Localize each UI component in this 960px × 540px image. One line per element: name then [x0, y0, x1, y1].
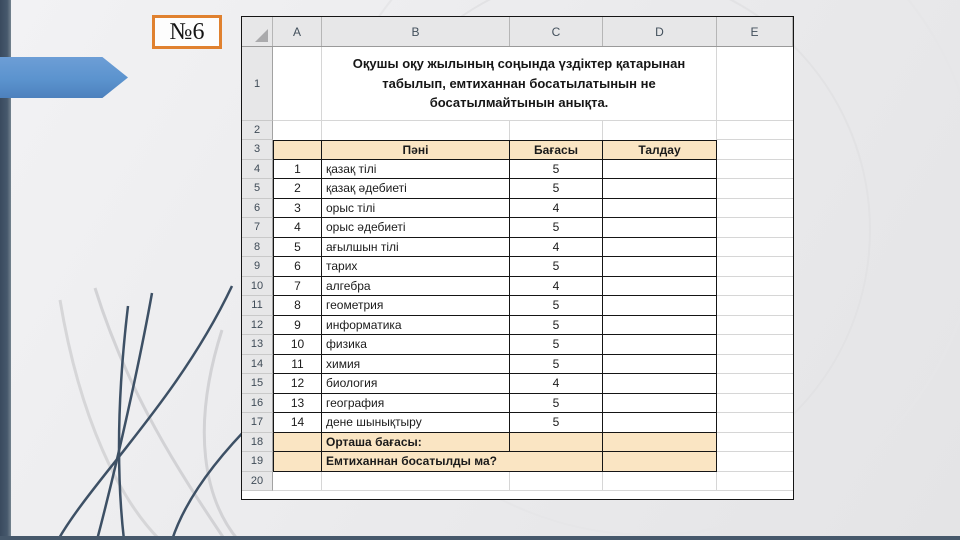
cell-subject-no[interactable]: 1 — [273, 160, 322, 180]
empty-cell[interactable] — [717, 140, 793, 160]
empty-cell[interactable] — [717, 374, 793, 394]
cell-grade[interactable]: 4 — [510, 238, 603, 258]
column-header-C[interactable]: C — [510, 17, 603, 46]
sheet-row — [242, 47, 793, 121]
cell-analysis[interactable] — [603, 374, 717, 394]
cell-grade[interactable]: 4 — [510, 374, 603, 394]
sheet-row — [242, 335, 793, 355]
row-number[interactable]: 8 — [242, 238, 273, 258]
sheet-row — [242, 179, 793, 199]
empty-cell[interactable] — [273, 452, 322, 472]
row-number[interactable]: 9 — [242, 257, 273, 277]
row-number[interactable]: 13 — [242, 335, 273, 355]
average-value-cell[interactable] — [510, 433, 603, 453]
cell-subject-no[interactable]: 7 — [273, 277, 322, 297]
cell-grade[interactable]: 5 — [510, 160, 603, 180]
sheet-row — [242, 472, 793, 492]
column-headers — [242, 17, 793, 47]
cell-subject-name[interactable]: дене шынықтыру — [322, 413, 510, 433]
sheet-row — [242, 140, 793, 160]
cell-analysis[interactable] — [603, 433, 717, 453]
sheet-row — [242, 257, 793, 277]
navy-swoosh-line — [97, 293, 152, 540]
row-number[interactable]: 12 — [242, 316, 273, 336]
header-grade-cell[interactable]: Бағасы — [510, 140, 603, 160]
cell-analysis[interactable] — [603, 355, 717, 375]
row-number[interactable]: 20 — [242, 472, 273, 492]
cell-grade[interactable]: 4 — [510, 199, 603, 219]
empty-cell[interactable] — [510, 472, 603, 492]
cell-analysis[interactable] — [603, 277, 717, 297]
column-header-E[interactable]: E — [717, 17, 793, 46]
header-subject-cell[interactable]: Пәні — [322, 140, 510, 160]
cell-subject-name[interactable]: орыс тілі — [322, 199, 510, 219]
cell-subject-name[interactable]: геометрия — [322, 296, 510, 316]
cell-analysis[interactable] — [603, 257, 717, 277]
column-header-A[interactable]: A — [273, 17, 322, 46]
empty-cell[interactable] — [717, 199, 793, 219]
empty-cell[interactable] — [717, 160, 793, 180]
empty-cell[interactable] — [273, 140, 322, 160]
column-header-B[interactable]: B — [322, 17, 510, 46]
cell-subject-name[interactable]: информатика — [322, 316, 510, 336]
empty-cell[interactable] — [717, 238, 793, 258]
cell-subject-no[interactable]: 3 — [273, 199, 322, 219]
cell-subject-no[interactable]: 9 — [273, 316, 322, 336]
empty-cell[interactable] — [717, 452, 793, 472]
gray-swoosh-line — [204, 330, 238, 540]
cell-subject-no[interactable]: 6 — [273, 257, 322, 277]
sheet-row — [242, 452, 793, 472]
sheet-row — [242, 277, 793, 297]
row-number[interactable]: 2 — [242, 121, 273, 140]
empty-cell[interactable] — [717, 394, 793, 414]
sheet-title-cell[interactable]: Оқушы оқу жылының соңында үздіктер қатарынан табылып, емтиханнан босатылатынын не босатылмайтынын анықта. — [322, 47, 717, 121]
empty-cell[interactable] — [717, 296, 793, 316]
cell-subject-no[interactable]: 13 — [273, 394, 322, 414]
sheet-row — [242, 199, 793, 219]
empty-cell[interactable] — [322, 121, 510, 140]
cell-analysis[interactable] — [603, 238, 717, 258]
empty-cell[interactable] — [322, 472, 510, 492]
row-number[interactable]: 14 — [242, 355, 273, 375]
row-number[interactable]: 4 — [242, 160, 273, 180]
cell-subject-no[interactable]: 10 — [273, 335, 322, 355]
cell-subject-name[interactable]: физика — [322, 335, 510, 355]
empty-cell[interactable] — [717, 472, 793, 492]
row-number[interactable]: 3 — [242, 140, 273, 160]
cell-subject-no[interactable]: 5 — [273, 238, 322, 258]
cell-analysis[interactable] — [603, 394, 717, 414]
exam-question-cell[interactable]: Емтиханнан босатылды ма? — [322, 452, 603, 472]
select-all-corner[interactable] — [242, 17, 273, 46]
sheet-row — [242, 296, 793, 316]
cell-subject-no[interactable]: 11 — [273, 355, 322, 375]
row-number[interactable]: 11 — [242, 296, 273, 316]
cell-analysis[interactable] — [603, 296, 717, 316]
header-analysis-cell[interactable]: Талдау — [603, 140, 717, 160]
row-number[interactable]: 18 — [242, 433, 273, 453]
empty-cell[interactable] — [717, 433, 793, 453]
row-number[interactable]: 5 — [242, 179, 273, 199]
empty-cell[interactable] — [717, 121, 793, 140]
cell-subject-name[interactable]: география — [322, 394, 510, 414]
sheet-row — [242, 413, 793, 433]
cell-grade[interactable]: 5 — [510, 218, 603, 238]
empty-cell[interactable] — [510, 121, 603, 140]
empty-cell[interactable] — [603, 472, 717, 492]
empty-cell[interactable] — [717, 316, 793, 336]
cell-subject-no[interactable]: 12 — [273, 374, 322, 394]
row-number[interactable]: 1 — [242, 47, 273, 121]
cell-analysis[interactable] — [603, 316, 717, 336]
empty-cell[interactable] — [603, 121, 717, 140]
spreadsheet — [241, 16, 794, 500]
cell-grade[interactable]: 5 — [510, 179, 603, 199]
cell-subject-no[interactable]: 14 — [273, 413, 322, 433]
gray-swoosh-line — [60, 300, 160, 540]
sheet-row — [242, 121, 793, 140]
cell-grade[interactable]: 4 — [510, 277, 603, 297]
sheet-row — [242, 355, 793, 375]
cell-grade[interactable]: 5 — [510, 413, 603, 433]
cell-subject-no[interactable]: 4 — [273, 218, 322, 238]
cell-subject-name[interactable]: ағылшын тілі — [322, 238, 510, 258]
empty-cell[interactable] — [717, 257, 793, 277]
sheet-row — [242, 218, 793, 238]
empty-cell[interactable] — [717, 47, 793, 121]
gray-swoosh-line — [95, 288, 225, 540]
empty-cell[interactable] — [717, 218, 793, 238]
empty-cell[interactable] — [717, 335, 793, 355]
sheet-row — [242, 433, 793, 453]
row-number[interactable]: 15 — [242, 374, 273, 394]
column-header-D[interactable]: D — [603, 17, 717, 46]
average-label-cell[interactable]: Орташа бағасы: — [322, 433, 510, 453]
empty-cell[interactable] — [273, 121, 322, 140]
cell-analysis[interactable] — [603, 218, 717, 238]
empty-cell[interactable] — [717, 413, 793, 433]
cell-analysis[interactable] — [603, 199, 717, 219]
cell-grade[interactable]: 5 — [510, 257, 603, 277]
cell-analysis[interactable] — [603, 179, 717, 199]
row-number[interactable]: 19 — [242, 452, 273, 472]
cell-subject-name[interactable]: орыс әдебиеті — [322, 218, 510, 238]
cell-subject-name[interactable]: тарих — [322, 257, 510, 277]
empty-cell[interactable] — [717, 355, 793, 375]
cell-subject-name[interactable]: қазақ әдебиеті — [322, 179, 510, 199]
cell-grade[interactable]: 5 — [510, 335, 603, 355]
sheet-row — [242, 374, 793, 394]
cell-grade[interactable]: 5 — [510, 316, 603, 336]
sheet-row — [242, 160, 793, 180]
cell-grade[interactable]: 5 — [510, 296, 603, 316]
cell-analysis[interactable] — [603, 160, 717, 180]
cell-subject-no[interactable]: 2 — [273, 179, 322, 199]
navy-swoosh-line — [58, 286, 232, 540]
sheet-row — [242, 394, 793, 414]
cell-analysis[interactable] — [603, 413, 717, 433]
cell-subject-no[interactable]: 8 — [273, 296, 322, 316]
empty-cell[interactable] — [273, 433, 322, 453]
row-number[interactable]: 17 — [242, 413, 273, 433]
row-number[interactable]: 10 — [242, 277, 273, 297]
empty-cell[interactable] — [273, 472, 322, 492]
sheet-row — [242, 238, 793, 258]
empty-cell[interactable] — [273, 47, 322, 121]
cell-subject-name[interactable]: биология — [322, 374, 510, 394]
slide-number-badge — [152, 15, 222, 49]
exam-answer-cell[interactable] — [603, 452, 717, 472]
cell-analysis[interactable] — [603, 335, 717, 355]
cell-grade[interactable]: 5 — [510, 394, 603, 414]
cell-subject-name[interactable]: алгебра — [322, 277, 510, 297]
row-number[interactable]: 7 — [242, 218, 273, 238]
cell-subject-name[interactable]: қазақ тілі — [322, 160, 510, 180]
cell-grade[interactable]: 5 — [510, 355, 603, 375]
blue-arrow-shape — [0, 57, 128, 98]
sheet-row — [242, 316, 793, 336]
bottom-accent-bar — [0, 536, 960, 540]
empty-cell[interactable] — [717, 179, 793, 199]
cell-subject-name[interactable]: химия — [322, 355, 510, 375]
row-number[interactable]: 16 — [242, 394, 273, 414]
navy-swoosh-line — [119, 306, 128, 540]
slide-number-label: №6 — [169, 19, 205, 45]
empty-cell[interactable] — [717, 277, 793, 297]
sheet-rows — [242, 47, 793, 491]
row-number[interactable]: 6 — [242, 199, 273, 219]
